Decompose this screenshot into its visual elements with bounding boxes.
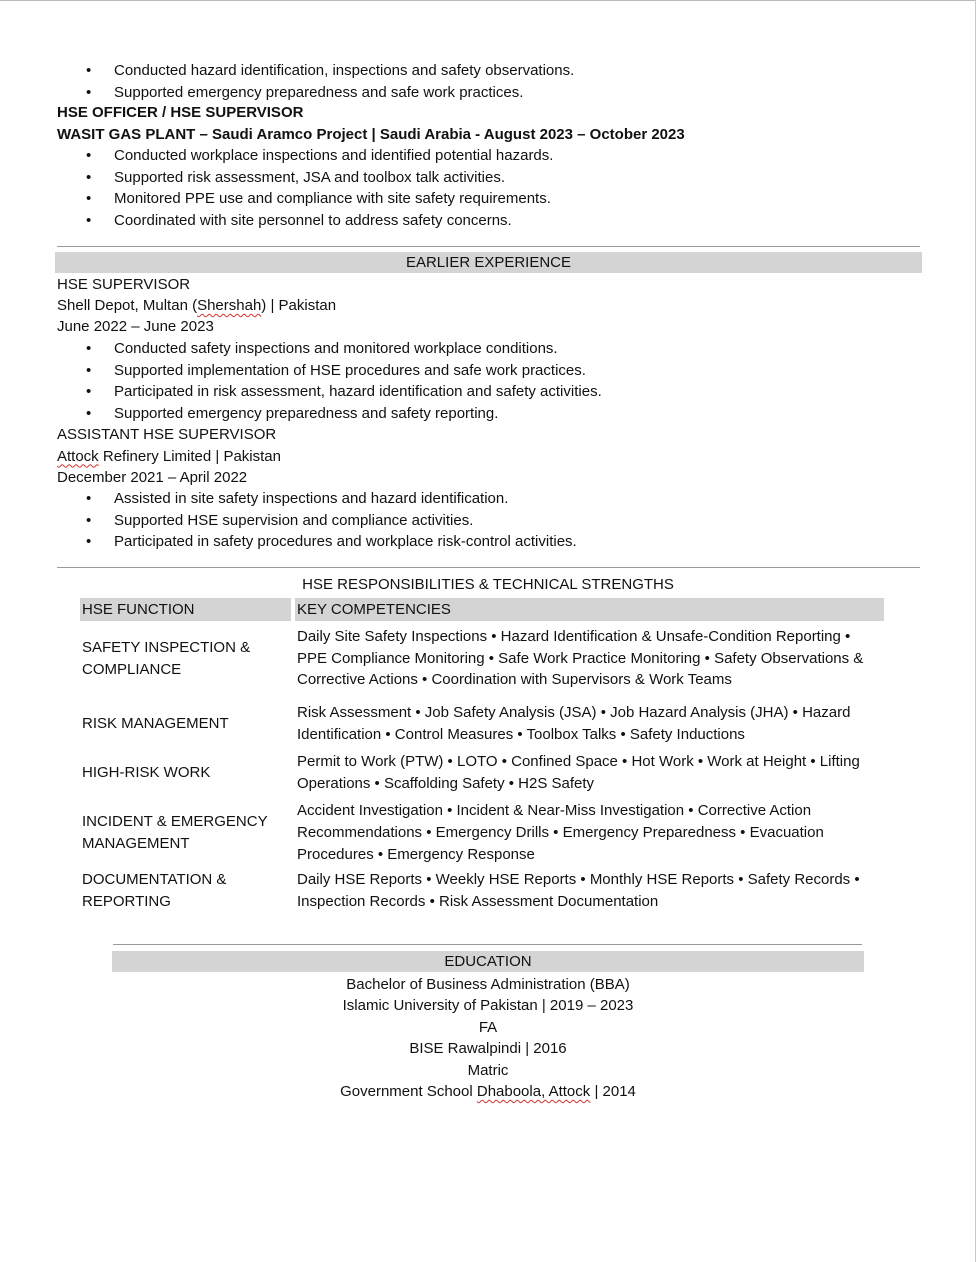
bullet-icon: • xyxy=(86,404,92,422)
list-item: • Supported risk assessment, JSA and toolbox talk activities. xyxy=(57,167,917,189)
list-item: • Supported implementation of HSE procedures and safe work practices. xyxy=(57,360,917,382)
bullet-icon: • xyxy=(86,211,92,229)
list-item: • Coordinated with site personnel to address safety concerns. xyxy=(57,210,917,232)
bullet-icon: • xyxy=(86,383,92,401)
table-row xyxy=(80,865,884,912)
dates-attock: December 2021 – April 2022 xyxy=(57,469,248,486)
education-degree: Matric xyxy=(467,1061,509,1079)
list-item: • Participated in risk assessment, hazard identification and safety activities. xyxy=(57,381,917,403)
competencies-cell: Accident Investigation • Incident & Near-Miss Investigation • Corrective Action Recommendations • Emergency Drills • Emergency Preparedness • Evacuation Procedures • Emergency Response xyxy=(297,802,824,863)
bullet-icon: • xyxy=(86,83,92,101)
table-header-row xyxy=(80,598,884,621)
list-item: • Participated in safety procedures and workplace risk-control activities. xyxy=(57,531,917,553)
section-divider xyxy=(57,246,920,247)
list-item: • Supported emergency preparedness and safety reporting. xyxy=(57,403,917,425)
dates-shell: June 2022 – June 2023 xyxy=(57,318,214,335)
table-row xyxy=(80,745,884,794)
competencies-cell: Daily HSE Reports • Weekly HSE Reports • Monthly HSE Reports • Safety Records • Inspection Records • Risk Assessment Documentation xyxy=(297,871,860,910)
bullet-icon: • xyxy=(86,511,92,529)
education-school: BISE Rawalpindi | 2016 xyxy=(409,1040,567,1057)
job-title-shell: HSE SUPERVISOR xyxy=(57,276,191,293)
education-school: Government School Dhaboola, Attock | 2014 xyxy=(340,1083,636,1100)
section-heading-earlier-experience: EARLIER EXPERIENCE xyxy=(55,252,922,273)
bullet-icon: • xyxy=(86,340,92,357)
function-cell: DOCUMENTATION & REPORTING xyxy=(82,871,227,910)
previous-job-bullets xyxy=(57,60,917,103)
bullet-icon: • xyxy=(86,533,92,551)
spellcheck-word: Attock xyxy=(57,447,99,465)
section-divider xyxy=(57,567,920,568)
education-school: Islamic University of Pakistan | 2019 – 2023 xyxy=(342,997,634,1014)
job-title-wasit: HSE OFFICER / HSE SUPERVISOR xyxy=(57,104,304,121)
column-header-function: HSE FUNCTION xyxy=(80,598,291,621)
table-row xyxy=(80,699,884,745)
function-cell: HIGH-RISK WORK xyxy=(82,763,211,781)
function-cell: SAFETY INSPECTION & COMPLIANCE xyxy=(82,638,251,678)
list-item: • Conducted safety inspections and monitored workplace conditions. xyxy=(57,338,917,360)
competencies-table xyxy=(80,598,884,913)
list-item: • Supported HSE supervision and compliance activities. xyxy=(57,510,917,532)
spellcheck-word: Shershah xyxy=(197,297,262,314)
education-degree: FA xyxy=(478,1018,498,1036)
column-header-competencies: KEY COMPETENCIES xyxy=(295,598,884,621)
section-heading-education: EDUCATION xyxy=(112,951,864,972)
function-cell: INCIDENT & EMERGENCY MANAGEMENT xyxy=(82,813,268,852)
competencies-cell: Risk Assessment • Job Safety Analysis (JSA) • Job Hazard Analysis (JHA) • Hazard Identification • Control Measures • Toolbox Talks • Safety Inductions xyxy=(297,704,851,743)
section-heading-strengths: HSE RESPONSIBILITIES & TECHNICAL STRENGTHS xyxy=(302,576,674,593)
list-item: • Conducted workplace inspections and identified potential hazards. xyxy=(57,145,917,167)
section-divider xyxy=(113,944,862,945)
function-cell: RISK MANAGEMENT xyxy=(82,714,229,732)
bullet-icon: • xyxy=(86,490,92,507)
employer-shell: Shell Depot, Multan (Shershah) | Pakistan xyxy=(57,297,337,314)
bullet-icon: • xyxy=(86,62,92,79)
list-item: • Supported emergency preparedness and safe work practices. xyxy=(57,82,917,104)
job-title-attock: ASSISTANT HSE SUPERVISOR xyxy=(57,426,277,443)
competencies-cell: Daily Site Safety Inspections • Hazard Identification & Unsafe-Condition Reporting • PPE Compliance Monitoring • Safe Work Practice Monitoring • Safety Observations & Corrective Actions • Coordination with Supervisors & Work Teams xyxy=(297,628,864,689)
list-item: • Monitored PPE use and compliance with site safety requirements. xyxy=(57,188,917,210)
list-item: • Assisted in site safety inspections and hazard identification. xyxy=(57,488,917,510)
table-row xyxy=(80,621,884,699)
bullet-icon: • xyxy=(86,168,92,186)
education-degree: Bachelor of Business Administration (BBA) xyxy=(346,975,630,993)
competencies-cell: Permit to Work (PTW) • LOTO • Confined Space • Hot Work • Work at Height • Lifting Operations • Scaffolding Safety • H2S Safety xyxy=(297,753,860,792)
page-top-border xyxy=(0,0,976,1)
attock-bullets xyxy=(57,488,917,553)
employer-attock: Attock Refinery Limited | Pakistan xyxy=(57,447,281,465)
employer-wasit: WASIT GAS PLANT – Saudi Aramco Project | Saudi Arabia - August 2023 – October 2023 xyxy=(57,125,685,143)
wasit-bullets xyxy=(57,145,917,231)
bullet-icon: • xyxy=(86,147,92,164)
spellcheck-word: Dhaboola, Attock xyxy=(476,1083,591,1100)
list-item: • Conducted hazard identification, inspections and safety observations. xyxy=(57,60,917,82)
bullet-icon: • xyxy=(86,190,92,208)
shell-bullets xyxy=(57,338,917,424)
bullet-icon: • xyxy=(86,361,92,379)
table-row xyxy=(80,794,884,865)
